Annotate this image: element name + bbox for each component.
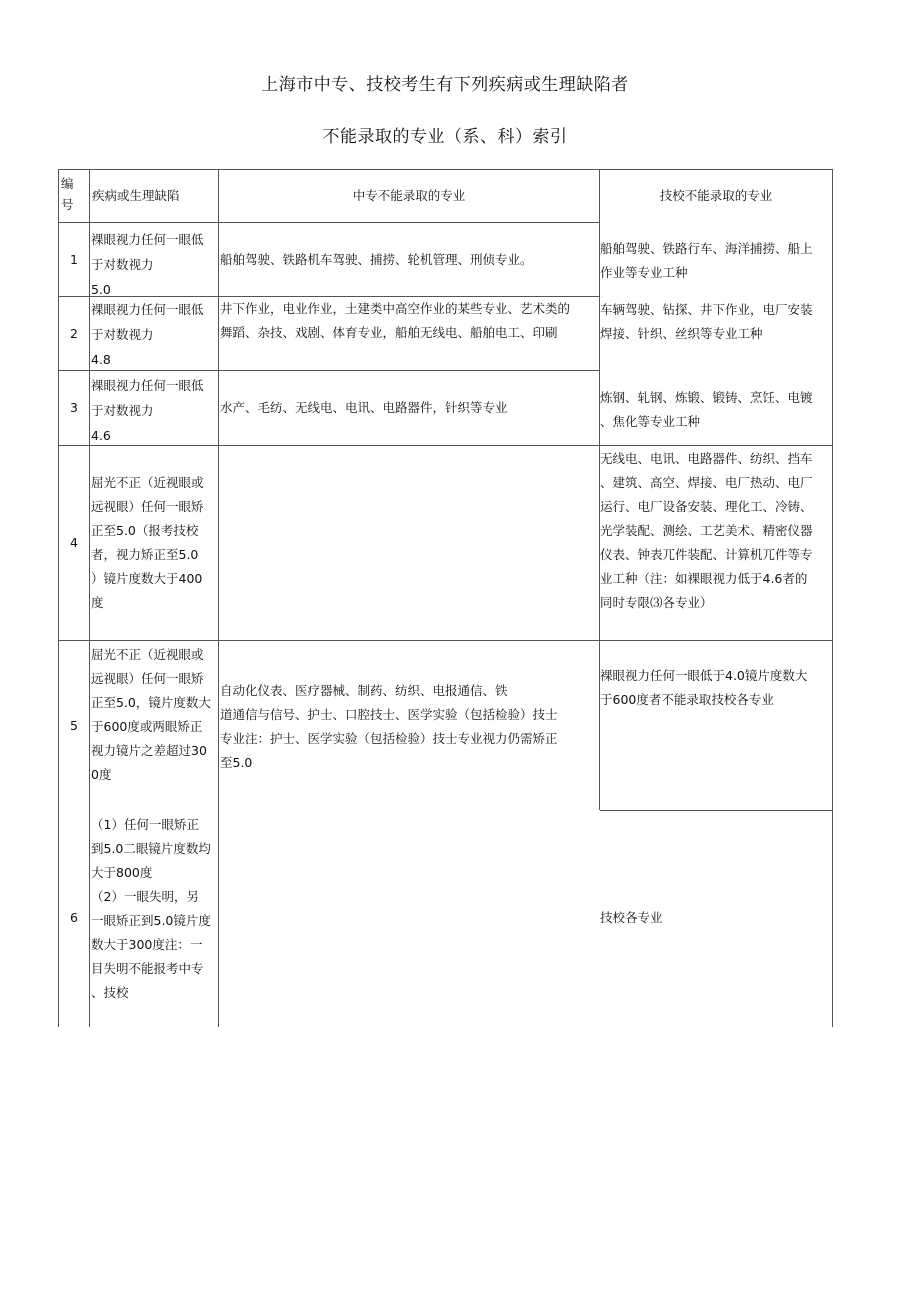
row-1-defect: 裸眼视力任何一眼低 于对数视力 5.0: [91, 232, 204, 296]
row-4-defect: 屈光不正（近视眼或 远视眼）任何一眼矫 正至5.0（报考技校 者，视力矫正至5.0 ）镜片度数大于400 度: [91, 475, 204, 610]
row-5-defect: 屈光不正（近视眼或 远视眼）任何一眼矫 正至5.0，镜片度数大 于600度或两眼矫正 视力镜片之差超过30 0度: [91, 647, 211, 782]
row-2-no: 2: [70, 325, 78, 341]
row-2-defect: 裸眼视力任何一眼低 于对数视力 4.8: [91, 302, 204, 367]
document-title-line1: 上海市中专、技校考生有下列疾病或生理缺陷者: [261, 75, 629, 95]
row-3-zhongzhuan: 水产、毛纺、无线电、电讯、电路器件，针织等专业: [220, 400, 508, 415]
row-5-zhongzhuan: 自动化仪表、医疗器械、制药、纺织、电报通信、铁 道通信与信号、护士、口腔技士、医学实验（包括检验）技士 专业注：护士、医学实验（包括检验）技士专业视力仍需矫正 至5.0: [220, 683, 558, 770]
row-3-no: 3: [70, 400, 78, 415]
header-defect: 疾病或生理缺陷: [92, 188, 180, 203]
jixiao-block-1: 船舶驾驶、铁路行车、海洋捕捞、船上 作业等专业工种: [600, 241, 813, 280]
jixiao-block-2: 车辆驾驶、钻探、井下作业，电厂安装 焊接、针织、丝织等专业工种: [600, 302, 813, 341]
document-title-line2: 不能录取的专业（系、科）索引: [322, 127, 568, 147]
row-3-defect: 裸眼视力任何一眼低 于对数视力 4.6: [91, 378, 204, 443]
row-6-zhongzhuan: [219, 813, 599, 1013]
row-6-defect: （1）任何一眼矫正 到5.0二眼镜片度数均 大于800度 （2）一眼失明，另 一眼矫正到5.0镜片度 数大于300度注：一 目失明不能报考中专 、技校: [91, 817, 211, 1000]
header-zhongzhuan: 中专不能录取的专业: [352, 188, 466, 203]
jixiao-block-4: 无线电、电讯、电路器件、纺织、挡车 、建筑、高空、焊接、电厂热动、电厂 运行、电厂设备安装、理化工、冷铸、 光学装配、测绘、工艺美术、精密仪器 仪表、钟表兀件装配、计算机兀件等专 业工种（注：如裸眼视力低于4.6者的 同时专限⑶各专业）: [600, 451, 813, 610]
row-6-no: 6: [70, 909, 78, 925]
row-divider-5: [58, 640, 833, 641]
jixiao-block-3: 炼钢、轧钢、炼锻、锻铸、烹饪、电镀 、焦化等专业工种: [600, 390, 813, 429]
row-4-no: 4: [70, 535, 78, 550]
header-jixiao: 技校不能录取的专业: [659, 188, 773, 203]
row-1-no: 1: [70, 251, 78, 267]
jixiao-divider: [600, 810, 833, 811]
jixiao-block-6: 技校各专业: [600, 910, 663, 925]
row-1-zhongzhuan: 船舶驾驶、铁路机车驾驶、捕捞、轮机管理、刑侦专业。: [220, 251, 533, 267]
row-2-zhongzhuan: 井下作业，电业作业，土建类中高空作业的某些专业、艺术类的 舞蹈、杂技、戏剧、体育专业，船舶无线电、船舶电工、印刷: [220, 301, 571, 340]
row-5-no: 5: [70, 718, 78, 733]
jixiao-block-5: 裸眼视力任何一眼低于4.0镜片度数大 于600度者不能录取技校各专业: [600, 668, 808, 707]
header-no: 编 号: [61, 176, 74, 212]
row-4-zhongzhuan: [219, 446, 599, 640]
